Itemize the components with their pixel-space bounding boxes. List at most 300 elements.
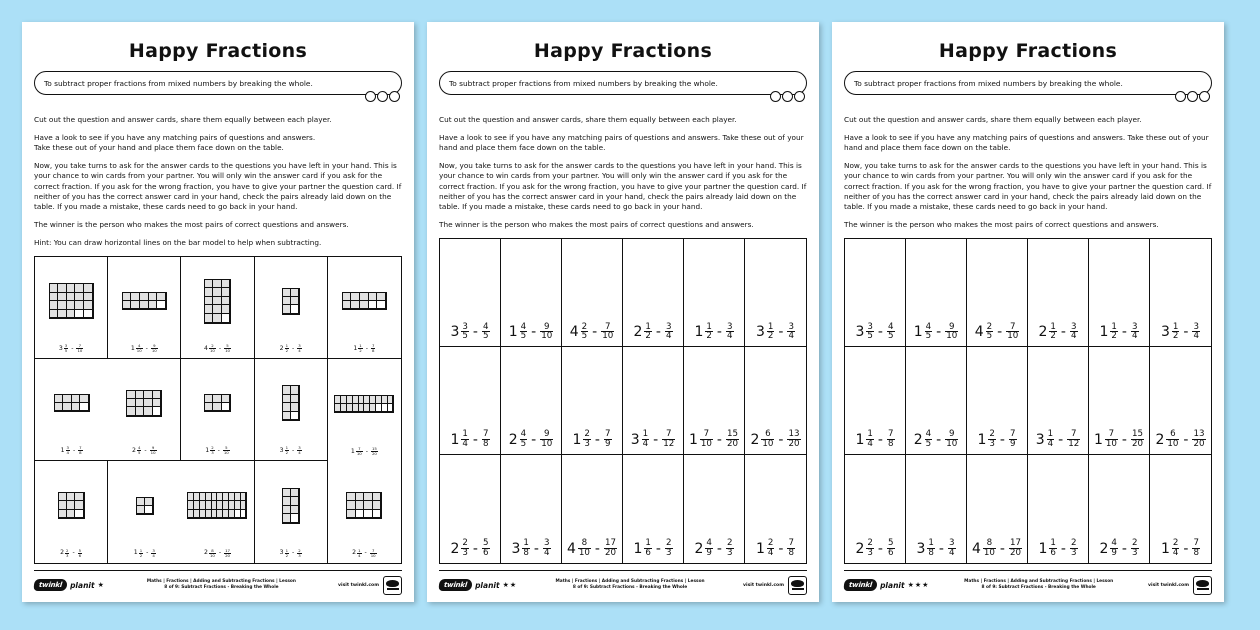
minus-sign: -: [71, 344, 74, 352]
visit-label[interactable]: visit twinkl.com: [338, 582, 379, 588]
fraction-denominator: 3: [665, 548, 672, 559]
bar-model-cell: [213, 314, 221, 323]
fraction-numerator: 9: [543, 429, 550, 440]
fraction-expression: [914, 323, 959, 342]
fraction-denominator: 3: [726, 548, 733, 559]
bar-model-cell: [144, 399, 153, 407]
fraction-numerator: 7: [604, 429, 611, 440]
fraction-expression: [1038, 323, 1077, 342]
whole-number: 3: [279, 549, 284, 557]
fraction: [705, 539, 713, 558]
question-card-grid: [439, 238, 807, 564]
bar-model-cell: [291, 305, 299, 313]
minus-sign: -: [655, 323, 661, 340]
objective-text: To subtract proper fractions from mixed numbers by breaking the whole.: [844, 71, 1212, 95]
question-card[interactable]: [745, 455, 806, 563]
fraction: [665, 539, 673, 558]
question-card[interactable]: [684, 455, 745, 563]
question-card[interactable]: [906, 347, 967, 455]
fraction-expression: [131, 344, 158, 353]
fraction-denominator: 8: [482, 439, 489, 450]
question-card[interactable]: [562, 347, 623, 455]
bar-model-cell: [373, 510, 382, 518]
question-card[interactable]: [35, 257, 108, 359]
fraction-denominator: 5: [482, 331, 489, 342]
fraction-numerator: 1: [285, 548, 289, 554]
minus-sign: -: [292, 446, 295, 454]
fraction: [139, 549, 143, 558]
fraction-denominator: 10: [356, 451, 362, 457]
fraction-denominator: 3: [462, 548, 468, 559]
visit-label[interactable]: visit twinkl.com: [1148, 582, 1189, 588]
fraction-expression: [633, 539, 672, 558]
whole-number: 1: [60, 446, 65, 454]
question-card[interactable]: [845, 347, 906, 455]
fraction: [65, 549, 69, 558]
minus-sign: -: [1183, 540, 1189, 557]
fraction-numerator: 2: [726, 538, 733, 549]
bar-model-cell: [67, 284, 76, 293]
fraction: [644, 323, 652, 342]
bar-model-cell: [131, 293, 140, 301]
bar-model-cell: [67, 293, 76, 302]
fraction-denominator: 4: [788, 331, 795, 342]
difficulty-dot: [782, 91, 793, 102]
minus-sign: -: [365, 344, 368, 352]
fraction-denominator: 5: [581, 331, 588, 342]
bar-model-cell: [213, 297, 221, 306]
bar-model: [329, 464, 400, 549]
question-card[interactable]: [328, 359, 401, 461]
fraction-expression: [60, 549, 82, 558]
footer-visit: [743, 576, 807, 595]
objective-text: To subtract proper fractions from mixed numbers by breaking the whole.: [34, 71, 402, 95]
minus-sign: -: [877, 540, 883, 557]
minus-sign: -: [365, 447, 368, 455]
page-title: Happy Fractions: [533, 40, 713, 62]
fraction-denominator: 5: [925, 439, 932, 450]
fraction-denominator: 4: [298, 450, 301, 456]
fraction-denominator: 4: [462, 439, 468, 450]
question-card[interactable]: [108, 257, 181, 359]
question-card[interactable]: [108, 461, 181, 563]
fraction: [1070, 323, 1078, 342]
fraction-denominator: 4: [152, 553, 155, 559]
minus-sign: -: [218, 549, 222, 557]
question-card[interactable]: [255, 461, 328, 563]
fraction-denominator: 2: [1111, 331, 1117, 342]
instruction-paragraph: Cut out the question and answer cards, share them equally between each player.: [34, 115, 332, 125]
fraction-numerator: 8: [986, 538, 993, 549]
fraction: [726, 539, 734, 558]
fraction: [1105, 430, 1118, 449]
fraction-numerator: 15: [1131, 429, 1144, 440]
question-card[interactable]: [440, 347, 501, 455]
fraction: [520, 430, 528, 449]
fraction: [1047, 430, 1055, 449]
fraction-denominator: 6: [482, 548, 489, 559]
minus-sign: -: [936, 431, 942, 448]
bar-model-cell: [213, 280, 221, 289]
fraction: [297, 446, 301, 455]
question-card[interactable]: [1089, 455, 1150, 563]
fraction: [522, 539, 530, 558]
bar-model-cell: [153, 399, 162, 407]
fraction-expression: [205, 446, 229, 455]
bar-model-cell: [291, 506, 299, 515]
fraction-denominator: 5: [867, 331, 873, 342]
fraction-expression: [352, 549, 376, 558]
fraction-expression: [1094, 430, 1144, 449]
difficulty-dot: [377, 91, 388, 102]
question-card[interactable]: [440, 239, 501, 347]
fraction-numerator: 3: [1131, 321, 1138, 332]
bar-model: [36, 260, 106, 344]
question-card[interactable]: [745, 347, 806, 455]
bar-model-cell: [50, 310, 59, 319]
fraction-denominator: 10: [983, 548, 995, 559]
fraction-denominator: 4: [665, 331, 672, 342]
fraction: [945, 430, 958, 449]
whole-number: 3: [916, 540, 926, 557]
question-card[interactable]: [1028, 347, 1089, 455]
question-card[interactable]: [181, 461, 254, 563]
bar-model-cell: [136, 399, 145, 407]
fraction-denominator: 8: [1193, 548, 1200, 559]
fraction-denominator: 10: [1167, 439, 1179, 450]
whole-number: 1: [450, 431, 460, 448]
bar-model-cell: [291, 403, 299, 412]
fraction-numerator: 3: [1070, 321, 1077, 332]
fraction-denominator: 5: [887, 331, 894, 342]
question-card[interactable]: [501, 347, 562, 455]
fraction-denominator: 6: [1050, 548, 1056, 559]
bar-model-cell: [222, 314, 230, 323]
fraction-numerator: 3: [1193, 321, 1200, 332]
objective-banner: [34, 71, 402, 99]
fraction-expression: [977, 430, 1016, 449]
footer-brand: [439, 579, 517, 591]
fraction-denominator: 6: [645, 548, 651, 559]
fraction-numerator: 1: [1172, 321, 1179, 332]
fraction-numerator: 3: [462, 321, 468, 332]
bar-model-cell: [123, 301, 132, 309]
fraction-numerator: 1: [462, 429, 468, 440]
whole-number: 3: [855, 323, 865, 340]
bar-model-cell: [84, 293, 93, 302]
fraction-expression: [509, 430, 554, 449]
fraction: [1049, 539, 1057, 558]
fraction-expression: [280, 446, 302, 455]
fraction: [224, 549, 231, 558]
fraction-numerator: 7: [371, 343, 375, 349]
fraction: [787, 323, 795, 342]
fraction-denominator: 5: [520, 331, 527, 342]
minus-sign: -: [72, 549, 75, 557]
question-card[interactable]: [1150, 347, 1211, 455]
minus-sign: -: [1121, 431, 1127, 448]
fraction: [644, 539, 652, 558]
question-card[interactable]: [440, 455, 501, 563]
difficulty-dot: [770, 91, 781, 102]
bar-model-cell: [222, 395, 230, 403]
fraction: [136, 344, 143, 353]
bar-model-cell: [360, 301, 369, 309]
minus-sign: -: [778, 431, 784, 448]
whole-number: 4: [204, 344, 208, 352]
bar-model-cell: [67, 493, 75, 501]
instruction-paragraph: Cut out the question and answer cards, share them equally between each player.: [439, 115, 737, 125]
fraction-denominator: 20: [1193, 439, 1205, 450]
page-footer: [34, 570, 402, 596]
question-card[interactable]: [501, 455, 562, 563]
fraction: [356, 447, 363, 456]
fraction-numerator: 1: [645, 321, 651, 332]
question-card[interactable]: [623, 347, 684, 455]
question-card[interactable]: [181, 257, 254, 359]
question-card[interactable]: [1150, 455, 1211, 563]
question-card[interactable]: [967, 455, 1028, 563]
difficulty-dot: [1187, 91, 1198, 102]
minus-sign: -: [716, 431, 722, 448]
minus-sign: -: [716, 540, 722, 557]
bar-model-cell: [157, 293, 166, 301]
fraction-numerator: 7: [371, 548, 375, 554]
question-card[interactable]: [181, 359, 254, 461]
whole-number: 1: [205, 446, 210, 454]
fraction-denominator: 20: [225, 553, 230, 559]
fraction-denominator: 20: [371, 451, 377, 457]
fraction-denominator: 10: [946, 331, 958, 342]
fraction-numerator: 1: [642, 429, 649, 440]
fraction-denominator: 10: [150, 450, 156, 456]
bar-model-cell: [213, 305, 221, 314]
bar-model: [109, 362, 179, 446]
question-card[interactable]: [328, 257, 401, 359]
bar-model: [36, 464, 106, 549]
fraction: [642, 430, 650, 449]
fraction-numerator: 2: [66, 548, 69, 554]
whole-number: 1: [350, 447, 355, 455]
fraction-denominator: 10: [541, 331, 553, 342]
fraction: [285, 549, 289, 558]
instruction-paragraph: The winner is the person who makes the most pairs of correct questions and answers.: [844, 220, 1159, 230]
fraction: [357, 549, 361, 558]
fraction: [461, 430, 469, 449]
question-card[interactable]: [501, 239, 562, 347]
twinkl-logo: twinkl: [33, 579, 67, 591]
bar-model-cell: [127, 391, 136, 399]
bar-model: [109, 260, 179, 344]
fraction: [358, 344, 362, 353]
question-card[interactable]: [967, 239, 1028, 347]
footer-credit: Maths | Fractions | Adding and Subtracting Fractions | Lesson 8 of 9: Subtract Fractions - Breaking the Whole: [146, 578, 296, 590]
question-card[interactable]: [967, 347, 1028, 455]
whole-number: 3: [279, 446, 284, 454]
minus-sign: -: [146, 549, 149, 557]
fraction-numerator: 6: [1170, 429, 1176, 440]
worksheet-page-3: [832, 22, 1224, 602]
fraction: [1070, 539, 1078, 558]
bar-model-cell: [347, 510, 356, 518]
visit-label[interactable]: visit twinkl.com: [743, 582, 784, 588]
question-card[interactable]: [328, 461, 401, 563]
question-card[interactable]: [1028, 455, 1089, 563]
planit-label: planit: [880, 580, 905, 590]
bar-model-cell: [351, 301, 360, 309]
fraction-denominator: 5: [137, 450, 141, 456]
fraction-denominator: 2: [645, 331, 651, 342]
fraction-denominator: 5: [462, 331, 468, 342]
question-card[interactable]: [35, 359, 108, 461]
fraction-numerator: 3: [298, 445, 301, 451]
fraction-denominator: 3: [1131, 548, 1138, 559]
bar-model-cell: [131, 301, 140, 309]
bar-model: [182, 362, 252, 446]
fraction: [1131, 323, 1139, 342]
bar-model-cell: [347, 501, 356, 509]
whole-number: 3: [755, 323, 765, 340]
fraction-numerator: 5: [225, 445, 228, 451]
fraction-numerator: 9: [543, 321, 550, 332]
fraction-expression: [1161, 539, 1200, 558]
bar-model-cell: [369, 293, 378, 301]
fraction-denominator: 10: [762, 439, 774, 450]
fraction-numerator: 2: [581, 321, 588, 332]
minus-sign: -: [1121, 323, 1127, 340]
bar-model-cell: [75, 310, 84, 319]
fraction-denominator: 2: [285, 553, 289, 559]
question-card[interactable]: [1150, 239, 1211, 347]
fraction-numerator: 2: [211, 445, 214, 451]
twinkl-badge-icon: [788, 576, 807, 595]
bar-model-cell: [388, 396, 394, 404]
whole-number: 2: [750, 431, 760, 448]
minus-sign: -: [292, 344, 295, 352]
worksheet-page-2: [427, 22, 819, 602]
page-title: Happy Fractions: [128, 40, 308, 62]
fraction: [150, 446, 157, 455]
question-card[interactable]: [906, 239, 967, 347]
question-card[interactable]: [684, 239, 745, 347]
bar-model-cell: [356, 501, 365, 509]
fraction: [767, 323, 775, 342]
fraction-denominator: 10: [209, 553, 215, 559]
question-card[interactable]: [35, 461, 108, 563]
fraction-numerator: 5: [78, 548, 82, 554]
question-card[interactable]: [684, 347, 745, 455]
whole-number: 1: [508, 323, 518, 340]
fraction-numerator: 4: [137, 445, 141, 451]
bar-model-cell: [283, 497, 291, 506]
fraction-denominator: 9: [604, 439, 611, 450]
fraction-numerator: 3: [152, 548, 155, 554]
fraction: [76, 344, 83, 353]
fraction-denominator: 9: [706, 548, 712, 559]
fraction: [866, 430, 874, 449]
bar-model: [256, 464, 326, 549]
fraction: [543, 539, 551, 558]
bar-model-cell: [377, 293, 386, 301]
minus-sign: -: [877, 431, 883, 448]
fraction-expression: [855, 323, 894, 342]
question-card[interactable]: [1089, 239, 1150, 347]
bar-model-cell: [205, 288, 213, 297]
difficulty-dot: [1175, 91, 1186, 102]
difficulty-dot: [389, 91, 400, 102]
question-card-grid: [34, 256, 402, 564]
bar-model: [256, 260, 326, 344]
difficulty-dot: [794, 91, 805, 102]
bar-model-cell: [75, 284, 84, 293]
bar-model-cell: [58, 310, 67, 319]
fraction-expression: [59, 344, 83, 353]
fraction-numerator: 7: [78, 343, 82, 349]
fraction-expression: [631, 430, 676, 449]
instruction-paragraph: The winner is the person who makes the most pairs of correct questions and answers.: [34, 220, 349, 230]
question-card[interactable]: [108, 359, 181, 461]
footer-credit: Maths | Fractions | Adding and Subtracting Fractions | Lesson 8 of 9: Subtract Fractions - Breaking the Whole: [555, 578, 705, 590]
bar-model: [182, 464, 252, 549]
bar-model-cell: [55, 395, 64, 403]
bar-model-cell: [75, 301, 84, 310]
bar-model-cell: [55, 403, 64, 411]
bar-model-cell: [222, 288, 230, 297]
question-card[interactable]: [1089, 347, 1150, 455]
fraction-denominator: 20: [726, 439, 739, 450]
bar-model-cell: [149, 293, 158, 301]
question-card[interactable]: [623, 455, 684, 563]
question-card[interactable]: [255, 359, 328, 461]
fraction: [520, 323, 528, 342]
bar-model-cell: [283, 412, 291, 421]
question-card[interactable]: [623, 239, 684, 347]
question-card[interactable]: [845, 455, 906, 563]
whole-number: 2: [633, 323, 643, 340]
whole-number: 1: [1093, 431, 1103, 448]
whole-number: 3: [1035, 431, 1045, 448]
bar-model-cell: [50, 284, 59, 293]
question-card[interactable]: [562, 455, 623, 563]
fraction: [787, 430, 800, 449]
bar-model-cell: [205, 395, 213, 403]
bar-model-cell: [80, 403, 89, 411]
fraction: [578, 539, 591, 558]
question-card[interactable]: [906, 455, 967, 563]
whole-number: 2: [508, 431, 518, 448]
bar-model-cell: [157, 301, 166, 309]
fraction-numerator: 4: [706, 538, 712, 549]
bar-model-cell: [58, 293, 67, 302]
minus-sign: -: [218, 344, 222, 352]
question-card[interactable]: [562, 239, 623, 347]
bar-model-cell: [72, 395, 81, 403]
fraction: [1192, 539, 1200, 558]
bar-model-cell: [369, 301, 378, 309]
question-card[interactable]: [745, 239, 806, 347]
fraction-denominator: 3: [584, 439, 590, 450]
fraction-denominator: 9: [1111, 548, 1117, 559]
minus-sign: -: [472, 431, 478, 448]
bar-model-cell: [63, 403, 72, 411]
fraction-numerator: 2: [1172, 538, 1179, 549]
question-card[interactable]: [255, 257, 328, 359]
fraction-expression: [567, 539, 617, 558]
fraction-numerator: 1: [867, 429, 873, 440]
question-card[interactable]: [845, 239, 906, 347]
fraction-expression: [756, 323, 795, 342]
question-card[interactable]: [1028, 239, 1089, 347]
